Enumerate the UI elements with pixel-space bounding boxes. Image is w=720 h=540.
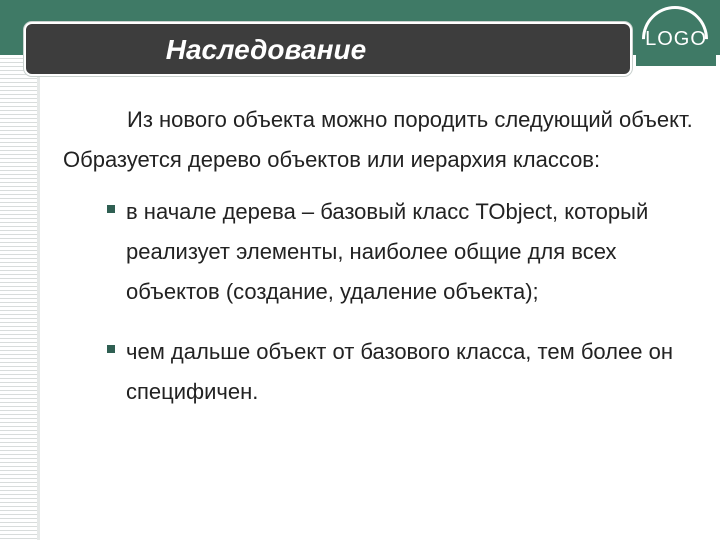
bullet-text: чем дальше объект от базового класса, тем более он специфичен. <box>126 339 673 404</box>
intro-paragraph: Из нового объекта можно породить следующий объект. Образуется дерево объектов или иерархия классов: <box>63 107 693 172</box>
square-bullet-icon <box>107 345 115 353</box>
left-decorative-stripes <box>0 55 40 540</box>
slide-content <box>63 100 693 432</box>
square-bullet-icon <box>107 205 115 213</box>
bullet-item <box>63 192 693 312</box>
logo-text: LOGO <box>645 28 707 50</box>
bullet-list <box>63 192 693 412</box>
logo <box>636 6 716 66</box>
bullet-item <box>63 332 693 412</box>
slide-title: Наследование <box>165 34 367 65</box>
bullet-text: в начале дерева – базовый класс TObject, который реализует элементы, наиболее общие для всех объектов (создание, удаление объекта); <box>126 199 649 304</box>
title-bar <box>24 22 632 76</box>
